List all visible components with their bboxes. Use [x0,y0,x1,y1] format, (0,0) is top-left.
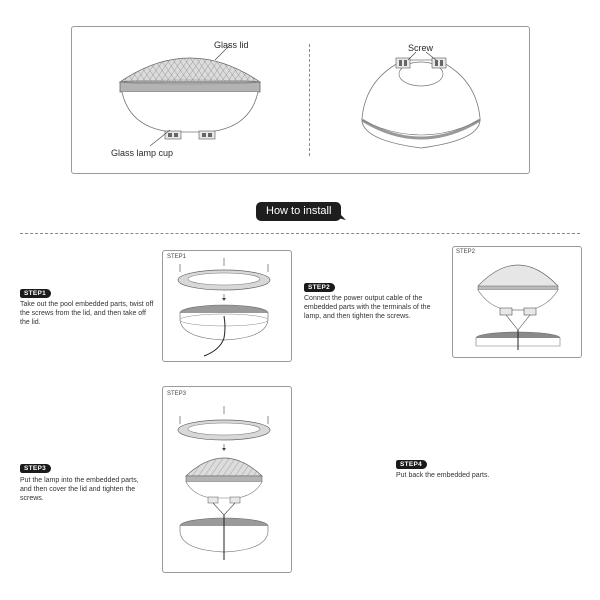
step4-description: Put back the embedded parts. [396,472,490,479]
banner-tail [338,212,348,222]
step3-tag: STEP3 [20,464,51,473]
step2-description: Connect the power output cable of the embedded parts with the terminals of the lamp, and then tighten the screws. [304,295,431,320]
step3-description: Put the lamp into the embedded parts, and then cover the lid and tighten the screws. [20,477,139,502]
step4-tag: STEP4 [396,460,427,469]
overview-divider [309,44,310,156]
step2-tag: STEP2 [304,283,335,292]
screw-label: Screw [408,43,434,53]
step1-panel-title: STEP1 [167,254,187,260]
step2-illustration [462,254,572,354]
step3-illustration [172,400,282,568]
section-divider [20,233,580,234]
step1-tag: STEP1 [20,289,51,298]
step2-panel-title: STEP2 [456,249,476,255]
step3-panel-title: STEP3 [167,391,187,397]
glass-lamp-illustration [110,40,270,150]
step1-illustration [172,258,282,358]
how-to-install-banner: How to install [256,202,341,221]
glass-lamp-cup-label: Glass lamp cup [111,148,174,158]
glass-lid-label: Glass lid [214,40,249,50]
lamp-back-illustration [356,48,486,158]
step1-description: Take out the pool embedded parts, twist off the screws from the lid, and then take off the lid. [20,301,154,326]
